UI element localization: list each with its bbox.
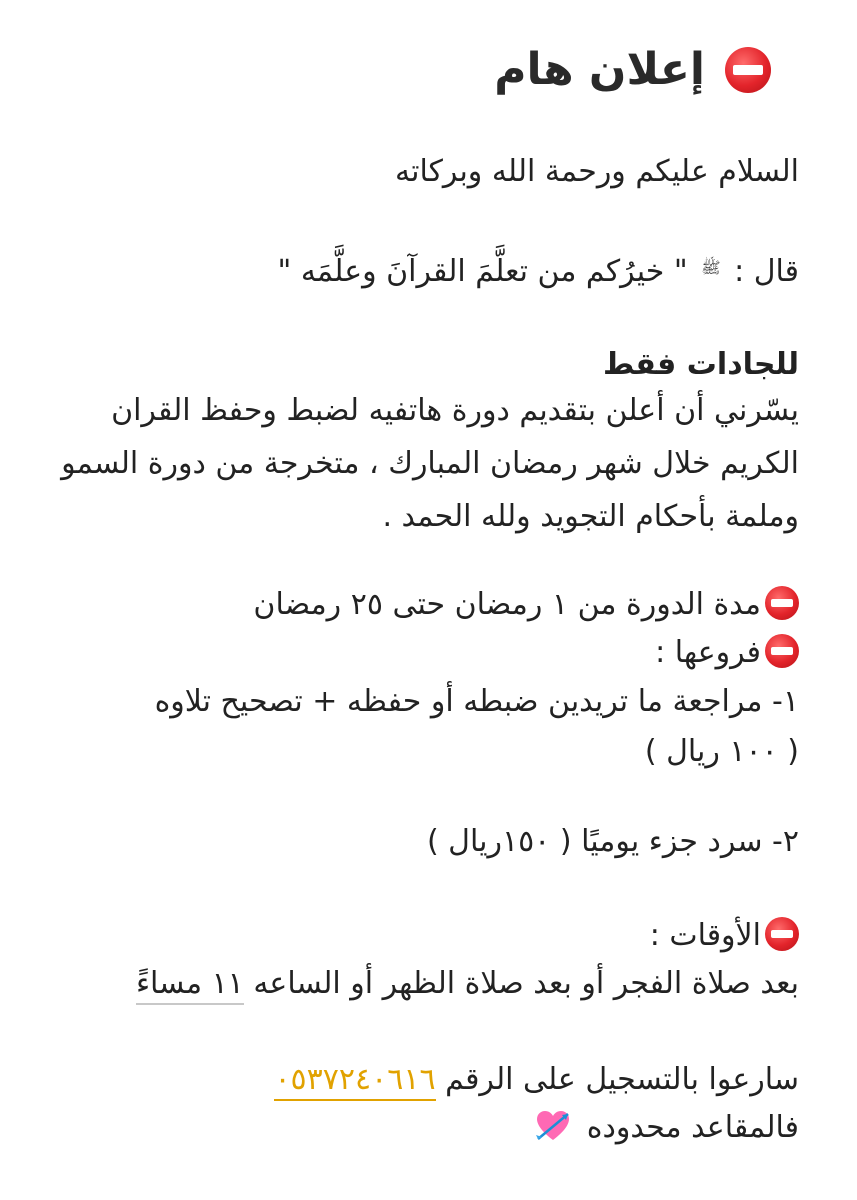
branches-line	[40, 631, 799, 675]
intro-line-3: وملمة بأحكام التجويد ولله الحمد .	[382, 499, 799, 534]
intro-line-1: يسّرني أن أعلن بتقديم دورة هاتفيه لضبط وحفظ القران	[111, 393, 799, 428]
registration-text: سارعوا بالتسجيل على الرقم	[445, 1062, 799, 1097]
limited-seats-line	[40, 1106, 799, 1150]
no-entry-icon	[765, 917, 799, 951]
branch1-price: ( ١٠٠ ريال )	[644, 734, 799, 769]
duration-text: مدة الدورة من ١ رمضان حتى ٢٥ رمضان	[253, 587, 761, 622]
times-label-line	[40, 914, 799, 958]
greeting: السلام عليكم ورحمة الله وبركاته	[395, 154, 799, 189]
title-text: إعلان هام	[494, 44, 705, 95]
branches-label: فروعها :	[655, 635, 761, 670]
audience-label: للجادات فقط	[602, 347, 799, 382]
intro-line-2: الكريم خلال شهر رمضان المبارك ، متخرجة من دورة السمو	[61, 446, 799, 481]
limited-text: فالمقاعد محدوده	[586, 1110, 799, 1145]
hadith-prefix: قال :	[734, 254, 799, 289]
times-line	[40, 962, 799, 1006]
hadith-quote: " خيرُكم من تعلَّمَ القرآنَ وعلَّمَه "	[277, 254, 688, 289]
registration-line	[40, 1058, 799, 1102]
branch1-line1: ١- مراجعة ما تريدين ضبطه أو حفظه + تصحيح تلاوه	[154, 684, 799, 719]
no-entry-icon	[765, 586, 799, 620]
heart-with-arrow-icon	[535, 1109, 571, 1143]
times-label: الأوقات :	[649, 918, 761, 953]
branch2-line: ٢- سرد جزء يوميًا ( ١٥٠ريال )	[426, 824, 799, 859]
duration-line	[40, 583, 799, 627]
phone-link[interactable]: ٠٥٣٧٢٤٠٦١٦	[274, 1062, 435, 1101]
no-entry-icon	[725, 47, 771, 93]
no-entry-icon	[765, 634, 799, 668]
times-text: بعد صلاة الفجر أو بعد صلاة الظهر أو الساعه	[253, 966, 799, 1001]
hadith-line	[40, 246, 799, 294]
honorific-icon: ﷺ	[701, 258, 721, 277]
time-link[interactable]: ١١ مساءً	[136, 966, 244, 1005]
page-title	[494, 38, 771, 102]
